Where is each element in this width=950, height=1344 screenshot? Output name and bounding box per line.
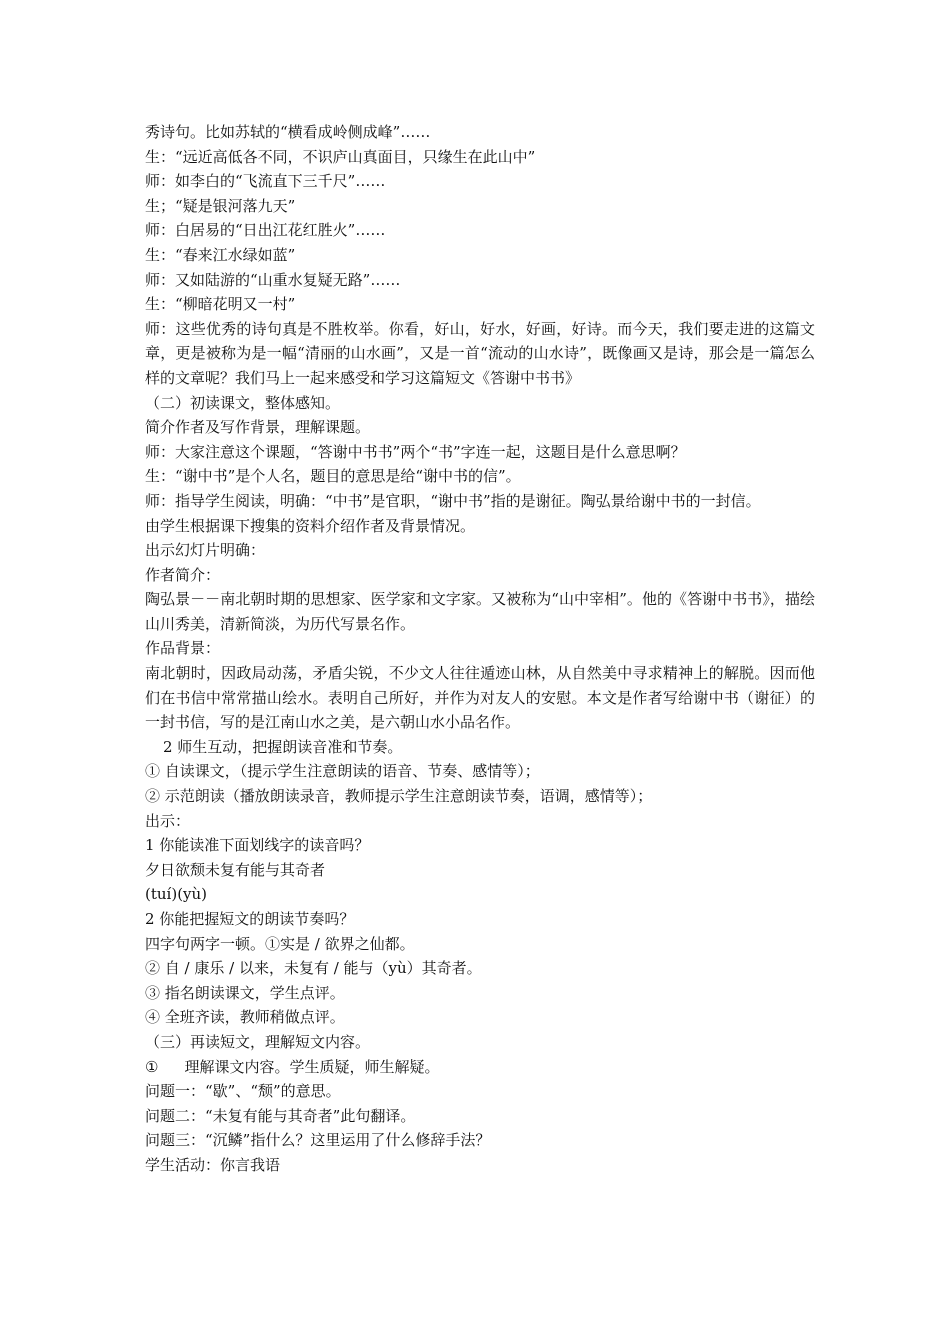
list-text: 理解课文内容。学生质疑，师生解疑。 (184, 1057, 440, 1076)
subheading: 作者简介： (145, 565, 221, 584)
text-paragraph: 师：这些优秀的诗句真是不胜枚举。你看，好山，好水，好画，好诗。而今天，我们要走进的这篇文章，更是被称为是一幅“清丽的山水画”，又是一首“流动的山水诗”，既像画又是诗，那会是一篇怎么样的文章呢？我们马上一起来感受和学习这篇短文《答谢中书书》 (145, 319, 815, 387)
text-paragraph: 陶弘景－－南北朝时期的思想家、医学家和文字家。又被称为“山中宰相”。他的《答谢中书书》，描绘山川秀美，清新简淡，为历代写景名作。 (145, 590, 815, 633)
section-heading: （三）再读短文，理解短文内容。 (145, 1032, 371, 1051)
text-line: 师：如李白的“飞流直下三千尺”…… (145, 172, 386, 191)
text-line: 由学生根据课下搜集的资料介绍作者及背景情况。 (145, 516, 476, 535)
text-line: 生：“春来江水绿如蓝” (145, 245, 296, 264)
text-line: 生：“远近高低各不同，不识庐山真面目，只缘生在此山中” (145, 147, 536, 166)
text-line: 学生活动：你言我语 (145, 1155, 281, 1174)
text-line: 生：“柳暗花明又一村” (145, 295, 296, 314)
text-line: 2 你能把握短文的朗读节奏吗？ (145, 910, 355, 928)
text-line: ③ 指名朗读课文，学生点评。 (145, 983, 345, 1002)
text-line: 生：“谢中书”是个人名，题目的意思是给“谢中书的信”。 (145, 467, 521, 486)
text-line: ② 自 / 康乐 / 以来，未复有 / 能与（yù）其奇者。 (145, 959, 482, 978)
text-line: 四字句两字一顿。①实是 / 欲界之仙都。 (145, 934, 415, 953)
text-line: 问题一：“歇”、“颓”的意思。 (145, 1082, 341, 1101)
list-number: ① (145, 1057, 159, 1076)
text-line: ④ 全班齐读，教师稍做点评。 (145, 1008, 345, 1027)
text-line: 出示幻灯片明确： (145, 541, 266, 560)
document-body (145, 120, 815, 1178)
text-line (145, 1055, 815, 1080)
text-line: 问题二：“未复有能与其奇者”此句翻译。 (145, 1106, 416, 1125)
text-line: 夕日欲颓未复有能与其奇者 (145, 860, 326, 879)
text-line: 问题三：“沉鳞”指什么？这里运用了什么修辞手法？ (145, 1131, 491, 1150)
pinyin-line: (tuí)(yù) (145, 885, 208, 904)
text-line: ① 自读课文，（提示学生注意朗读的语音、节奏、感情等）； (145, 762, 540, 781)
text-line: 简介作者及写作背景，理解课题。 (145, 418, 371, 437)
text-line: 师：大家注意这个课题，“答谢中书书”两个“书”字连一起，这题目是什么意思啊？ (145, 442, 686, 461)
text-paragraph: 南北朝时，因政局动荡，矛盾尖锐，不少文人往往遁迹山林，从自然美中寻求精神上的解脱。因而他们在书信中常常描山绘水。表明自己所好，并作为对友人的安慰。本文是作者写给谢中书（谢征）的一封书信，写的是江南山水之美，是六朝山水小品名作。 (145, 664, 815, 732)
section-heading: （二）初读课文，整体感知。 (145, 393, 341, 412)
subheading: 作品背景： (145, 639, 221, 658)
text-line: 出示： (145, 811, 191, 830)
text-line: 2 师生互动，把握朗读音准和节奏。 (163, 737, 403, 756)
text-line: 1 你能读准下面划线字的读音吗？ (145, 836, 370, 855)
text-line: 师：白居易的“日出江花红胜火”…… (145, 221, 386, 240)
text-paragraph: 师：指导学生阅读，明确：“中书”是官职，“谢中书”指的是谢征。陶弘景给谢中书的一封信。 (145, 491, 761, 510)
text-line: 师：又如陆游的“山重水复疑无路”…… (145, 270, 401, 289)
text-line: ② 示范朗读（播放朗读录音，教师提示学生注意朗读节奏，语调，感情等）； (145, 787, 653, 806)
text-line: 秀诗句。比如苏轼的“横看成岭侧成峰”…… (145, 123, 431, 141)
text-line: 生；“疑是银河落九天” (145, 196, 296, 215)
